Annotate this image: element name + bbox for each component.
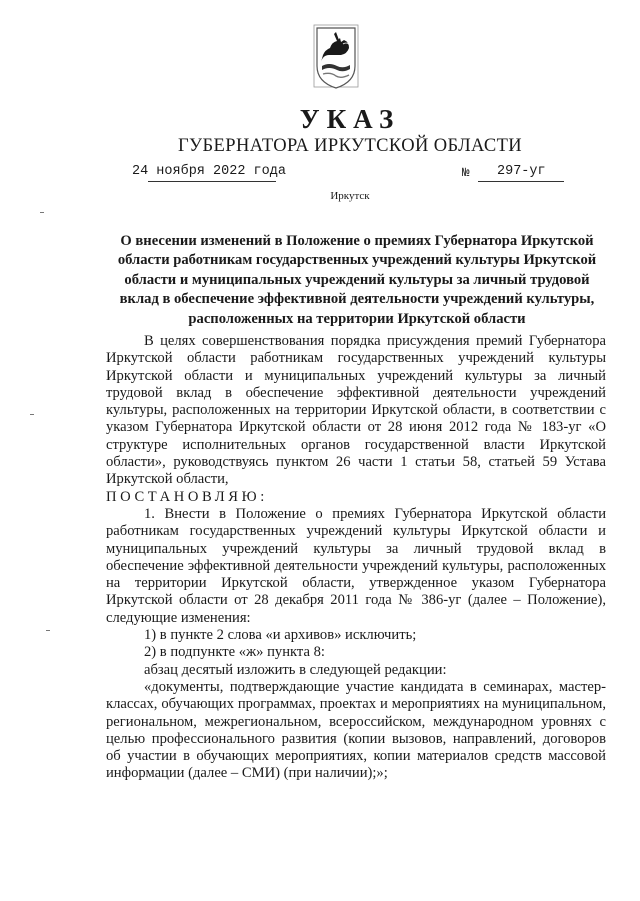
preamble-paragraph: В целях совершенствования порядка присуждения премий Губернатора Иркутской области работникам государственных учреждений культуры Иркутской области и муниципальных учреждений культуры за личный трудовой вклад в обеспечение эффективной деятельности учреждений культуры, расположенных на территории Иркутской области, в соответствии с указом Губернатора Иркутской области от 28 июня 2012 года № 183-уг «О структуре исполнительных органов государственной власти Иркутской области», руководствуясь пунктом 26 части 1 статьи 58, статьей 59 Устава Иркутской области, bbox=[106, 333, 606, 488]
document-heading: О внесении изменений в Положение о премиях Губернатора Иркутской области работникам государственных учреждений культуры Иркутской области и муниципальных учреждений культуры за личный трудовой вклад в обеспечение эффективной деятельности учреждений культуры, расположенных на территории Иркутской области bbox=[117, 233, 597, 327]
decree-number: 297-уг bbox=[497, 164, 546, 179]
date-underline bbox=[148, 181, 276, 182]
decree-title: УКАЗ bbox=[299, 104, 401, 134]
scan-mark bbox=[40, 212, 44, 213]
decree-word: ПОСТАНОВЛЯЮ: bbox=[106, 488, 268, 505]
item-1-paragraph: 1. Внести в Положение о премиях Губернатора Иркутской области работникам государственных учреждений культуры Иркутской области и муниципальных учреждений культуры за личный трудовой вклад в обеспечение эффективной деятельности учреждений культуры, расположенных на территории Иркутской области, утвержденное указом Губернатора Иркутской области от 28 декабря 2011 года № 386-уг (далее – Положение), следующие изменения: bbox=[106, 505, 606, 626]
document-body bbox=[106, 333, 606, 783]
city-name: Иркутск bbox=[330, 190, 370, 202]
number-underline bbox=[478, 181, 564, 182]
scan-mark bbox=[30, 414, 34, 415]
coat-of-arms-icon bbox=[313, 22, 359, 92]
number-sign: № bbox=[462, 166, 470, 180]
subitem-2a-paragraph: абзац десятый изложить в следующей редакции: bbox=[144, 661, 447, 678]
decree-issuer: ГУБЕРНАТОРА ИРКУТСКОЙ ОБЛАСТИ bbox=[177, 136, 523, 156]
decree-date: 24 ноября 2022 года bbox=[132, 164, 286, 179]
subitem-2-paragraph: 2) в подпункте «ж» пункта 8: bbox=[144, 644, 325, 661]
scan-mark bbox=[46, 630, 50, 631]
subitem-1-paragraph: 1) в пункте 2 слова «и архивов» исключить; bbox=[144, 627, 417, 644]
quoted-text-paragraph: «документы, подтверждающие участие кандидата в семинарах, мастер-классах, обучающих программах, проектах и мероприятиях на муниципальном, региональном, межрегиональном, всероссийском, международном уровнях с целью профессионального развития (копии вызовов, направлений, договоров об участии в обучающих мероприятиях, копии материалов средств массовой информации (далее – СМИ) (при наличии);»; bbox=[106, 678, 606, 782]
